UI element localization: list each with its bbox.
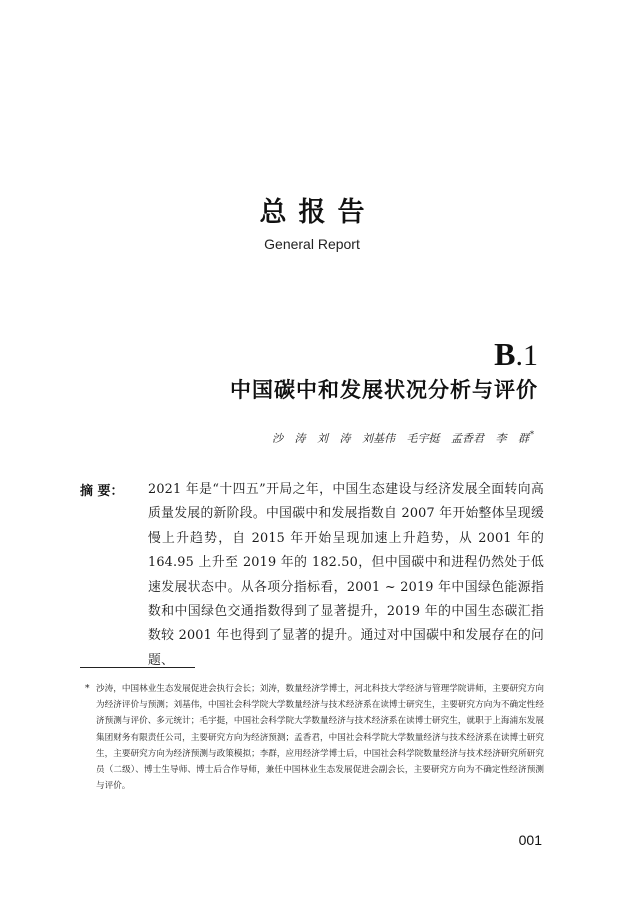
footnote-divider	[80, 667, 195, 668]
page-number: 001	[518, 832, 542, 848]
author-names: 沙 涛 刘 涛 刘基伟 毛宇挺 孟香君 李 群	[272, 432, 529, 445]
chapter-number	[494, 336, 538, 373]
footnote-marker: *	[85, 684, 90, 694]
chapter-number-letter: B	[494, 336, 516, 372]
author-line	[272, 430, 534, 446]
author-note-mark: *	[530, 430, 534, 440]
abstract-text: 2021 年是“十四五”开局之年，中国生态建设与经济发展全面转向高质量发展的新阶段。中国碳中和发展指数自 2007 年开始整体呈现缓慢上升趋势，自 2015 年开始呈现加速上升趋势，从 2001 年的 164.95 上升至 2019 年的 182.50，但中国碳中和进程仍然处于低速发展状态中。从各项分指标看，2001 ~ 2019 年中国绿色能源指数和中国绿色交通指数得到了显著提升，2019 年的中国生态碳汇指数较 2001 年也得到了显著的提升。通过对中国碳中和发展存在的问题、	[148, 482, 544, 668]
chapter-number-suffix: .1	[515, 339, 538, 372]
section-subtitle: General Report	[264, 236, 360, 252]
abstract-label: 摘 要：	[80, 484, 124, 499]
footnote-text: 沙涛，中国林业生态发展促进会执行会长；刘涛，数量经济学博士，河北科技大学经济与管理学院讲师，主要研究方向为经济评价与预测；刘基伟，中国社会科学院大学数量经济与技术经济系在读博士研究生，主要研究方向为不确定性经济预测与评价、多元统计；毛宇挺，中国社会科学院大学数量经济与技术经济系在读博士研究生，就职于上海浦东发展集团财务有限责任公司，主要研究方向为经济预测；孟香君，中国社会科学院大学数量经济与技术经济系在读博士研究生，主要研究方向为经济预测与政策模拟；李群，应用经济学博士后，中国社会科学院数量经济与技术经济研究所研究员（二级）、博士生导师、博士后合作导师，兼任中国林业生态发展促进会副会长，主要研究方向为不确定性经济预测与评价。	[96, 684, 544, 792]
author-footnote	[85, 681, 544, 794]
section-title: 总报告	[259, 197, 377, 228]
chapter-title: 中国碳中和发展状况分析与评价	[230, 378, 538, 402]
